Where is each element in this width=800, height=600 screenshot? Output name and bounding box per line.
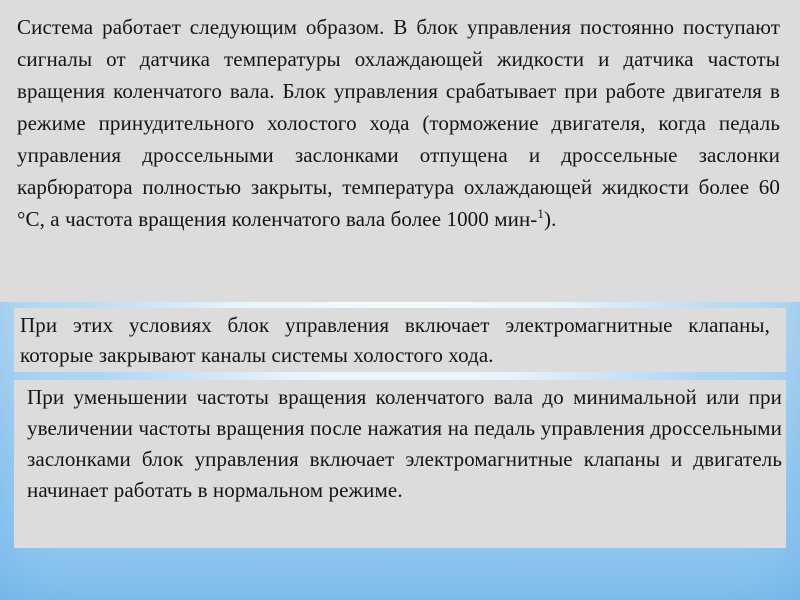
paragraph-system-operation-text: Система работает следующим образом. В блок управления постоянно поступают сигналы от датчика температуры охлаждающей жидкости и датчика частоты вращения коленчатого вала. Блок управления срабатывает при работе двигателя в режиме принудительного холостого хода (торможение двигателя, когда педаль управления дроссельными заслонками отпущена и дроссельные заслонки карбюратора полностью закрыты, температура охлаждающей жидкости более 60 °С, а частота вращения коленчатого вала более 1000 мин- [17,15,780,231]
text-block-valve-activation [14,308,786,372]
paragraph-system-operation-closing: ). [544,207,557,231]
text-block-normal-mode [14,380,786,548]
paragraph-system-operation [17,11,780,235]
paragraph-valve-activation: При этих условиях блок управления включает электромагнитные клапаны, которые закрывают каналы системы холостого хода. [20,313,770,367]
unit-superscript: 1 [537,206,544,221]
paragraph-normal-mode: При уменьшении частоты вращения коленчатого вала до минимальной или при увеличении частоты вращения после нажатия на педаль управления дроссельными заслонками блок управления включает электромагнитные клапаны и двигатель начинает работать в нормальном режиме. [27,385,782,502]
